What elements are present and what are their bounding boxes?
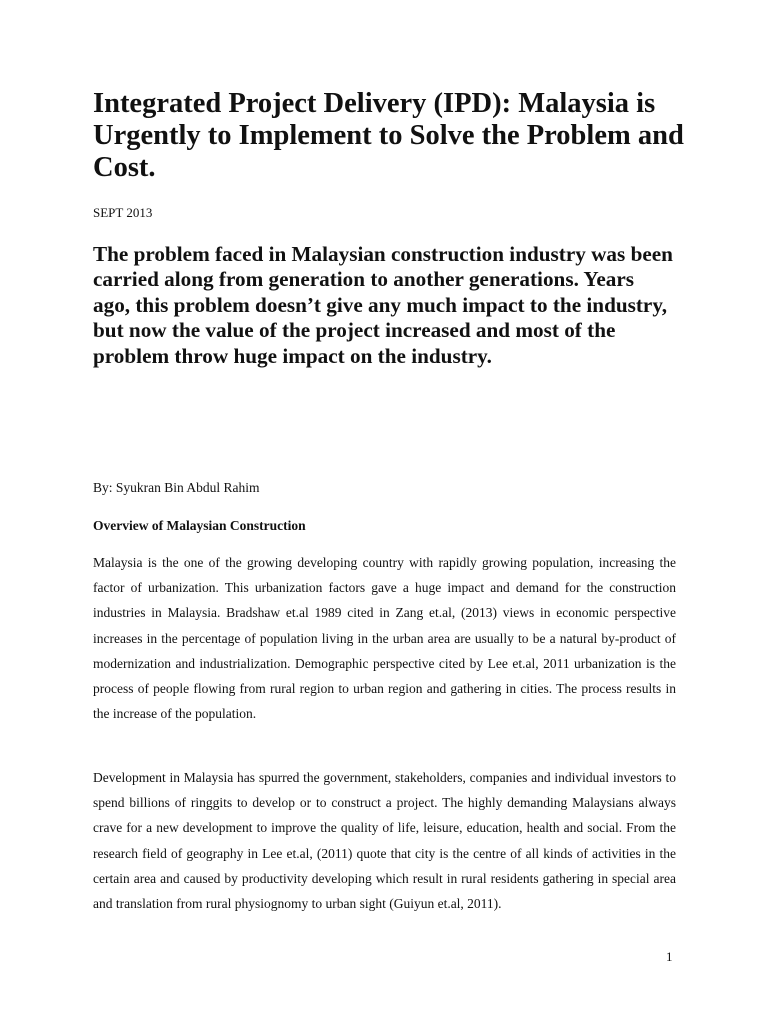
page-number: 1 [666, 949, 673, 964]
section-heading: Overview of Malaysian Construction [93, 518, 306, 533]
author-byline: By: Syukran Bin Abdul Rahim [93, 480, 260, 495]
body-paragraph-1: Malaysia is the one of the growing developing country with rapidly growing population, increasing the factor of urbanization. This urbanization factors gave a huge impact and demand for the construction industries in Malaysia. Bradshaw et.al 1989 cited in Zang et.al, (2013) views in economic perspective increases in the percentage of population living in the urban area are usually to be a natural by-product of modernization and industrialization. Demographic perspective cited by Lee et.al, 2011 urbanization is the process of people flowing from rural region to urban region and gathering in cities. The process results in the increase of the population. [93, 555, 676, 722]
publication-date: SEPT 2013 [93, 205, 153, 220]
body-paragraph-2: Development in Malaysia has spurred the government, stakeholders, companies and individual investors to spend billions of ringgits to develop or to construct a project. The highly demanding Malaysians always crave for a new development to improve the quality of life, leisure, education, health and social. From the research field of geography in Lee et.al, (2011) quote that city is the centre of all kinds of activities in the certain area and caused by productivity developing which result in rural residents gathering in special area and translation from rural physiognomy to urban sight (Guiyun et.al, 2011). [93, 770, 676, 912]
document-title: Integrated Project Delivery (IPD): Malaysia is Urgently to Implement to Solve the Problem and Cost. [93, 88, 684, 183]
lead-paragraph: The problem faced in Malaysian construction industry was been carried along from generation to another generations. Years ago, this problem doesn’t give any much impact to the industry, but now the value of the project increased and most of the problem throw huge impact on the industry. [93, 242, 673, 368]
